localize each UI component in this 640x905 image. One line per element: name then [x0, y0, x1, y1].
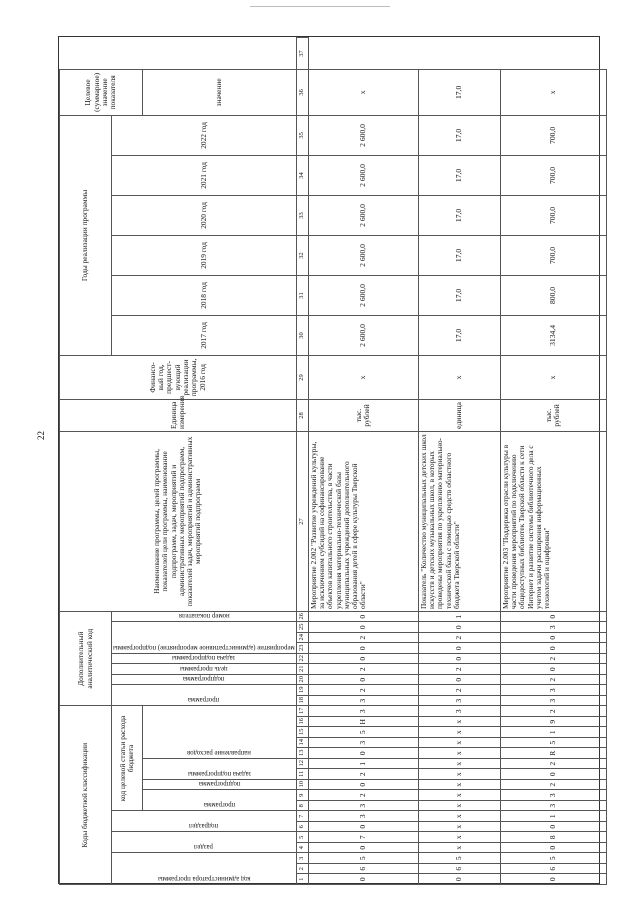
code-digit: 5 [500, 738, 606, 749]
code-digit: 2 [500, 759, 606, 770]
column-number-row [296, 38, 308, 885]
code-digit: х [418, 843, 500, 854]
column-number: 25 [296, 622, 308, 633]
code-digit: Н [308, 717, 418, 728]
code-digit: 0 [418, 874, 500, 885]
budget-codes-header: Коды бюджетной классификации [60, 706, 112, 885]
a-zadacha-header [112, 654, 297, 665]
row-unit: тыс. рублей [308, 399, 418, 431]
column-number: 30 [296, 315, 308, 355]
column-number: 2 [296, 864, 308, 875]
code-digit: 2 [500, 675, 606, 686]
code-digit: 0 [308, 643, 418, 654]
code-digit: 2 [500, 780, 606, 791]
column-number: 8 [296, 801, 308, 812]
row-year-2021: 700,0 [500, 155, 606, 195]
row-year-2020: 2 600,0 [308, 195, 418, 235]
year-header-2020: 2020 год [112, 195, 297, 235]
column-number: 3 [296, 853, 308, 864]
code-digit: 3 [308, 811, 418, 822]
code-digit: 0 [308, 654, 418, 665]
row-unit: тыс. рублей [500, 399, 606, 431]
code-digit: 0 [500, 822, 606, 833]
column-number: 16 [296, 717, 308, 728]
row-year-2018: 17,0 [418, 275, 500, 315]
column-number: 33 [296, 195, 308, 235]
column-number: 15 [296, 727, 308, 738]
rotated-table-container [59, 37, 601, 885]
budget-table-frame [58, 36, 600, 884]
a-zadacha-label: задача подпрограммы [172, 654, 236, 662]
code-digit: 0 [308, 748, 418, 759]
fin-year-header: Финансо-вый год, предшест-вующий реализации программы, 2016 год [60, 355, 297, 399]
table-row [418, 38, 500, 885]
column-number: 7 [296, 811, 308, 822]
code-digit: 0 [500, 843, 606, 854]
code-digit: 3 [500, 696, 606, 707]
csr-napravlenie-label: направление расходов [187, 749, 252, 756]
year-header-2022: 2022 год [112, 115, 297, 155]
column-number: 35 [296, 115, 308, 155]
code-digit: 0 [500, 633, 606, 644]
code-digit: 0 [308, 822, 418, 833]
code-digit: х [418, 738, 500, 749]
row-name: Мероприятие 2.002 "Развитие учреждений культуры, за исключением субсидий на софинансирование объектов капитального строительства, в части укрепления материально-технической базы муниципальных учреждений дополнительного образования детей в сфере культуры Тверской области" [308, 431, 418, 611]
code-digit: х [418, 822, 500, 833]
row-year-2022: 2 600,0 [308, 115, 418, 155]
code-digit: 2 [500, 654, 606, 665]
code-digit: 2 [418, 664, 500, 675]
csr-zadacha-label: задача подпрограммы [187, 770, 251, 777]
code-digit: 6 [308, 864, 418, 875]
row-target: 17,0 [418, 69, 500, 115]
row-year-2020: 17,0 [418, 195, 500, 235]
a-cel-label: цель программы [180, 665, 228, 672]
code-digit: 3 [500, 790, 606, 801]
code-digit: 1 [418, 611, 500, 622]
code-digit: 3 [308, 801, 418, 812]
a-podprogramma-label: подпрограмма [183, 675, 225, 683]
row-year-2019: 700,0 [500, 235, 606, 275]
code-digit: х [418, 832, 500, 843]
code-digit: 2 [308, 769, 418, 780]
code-digit: 5 [500, 853, 606, 864]
table-row [308, 38, 418, 885]
column-number: 26 [296, 611, 308, 622]
csr-programma-label: программа [203, 801, 235, 809]
a-programma-header [112, 685, 297, 706]
code-digit: 0 [500, 874, 606, 885]
code-digit: 0 [308, 622, 418, 633]
row-year-2021: 2 600,0 [308, 155, 418, 195]
target-header: Целевое (суммарное) значение показателя [60, 69, 143, 115]
year-header-2019: 2019 год [112, 235, 297, 275]
scan-edge-line [250, 6, 390, 7]
code-digit: 3 [500, 685, 606, 696]
years-group-header: Годы реализации программы [60, 115, 112, 355]
column-number: 27 [296, 431, 308, 611]
column-number: 13 [296, 748, 308, 759]
name-header: Наименование программы, целей программы, показателей цели программы, наименование подпрограмм, задач, мероприятий и административных мероприятий подпрограмм, показателей задач, мероприятий и административных мероприятий подпрограмм [60, 431, 297, 611]
code-digit: 0 [500, 664, 606, 675]
column-number: 37 [296, 38, 308, 70]
code-digit: х [418, 780, 500, 791]
column-number: 4 [296, 843, 308, 854]
code-digit: 1 [500, 811, 606, 822]
column-number: 32 [296, 235, 308, 275]
row-year-2019: 17,0 [418, 235, 500, 275]
code-digit: 7 [308, 832, 418, 843]
row-fin-year: х [308, 355, 418, 399]
code-digit: х [418, 811, 500, 822]
row-name: Показатель "Количество муниципальных детских школ искусств и детских музыкальных школ, в которых проведены мероприятия по укреплению материально-технической базы с помощью средств областного бюджета Тверской области" [418, 431, 500, 611]
column-number: 17 [296, 706, 308, 717]
column-number: 23 [296, 643, 308, 654]
budget-program-table [59, 37, 607, 885]
row-target: х [308, 69, 418, 115]
code-digit: 3 [308, 706, 418, 717]
page-number: 22 [36, 431, 46, 440]
code-digit: х [418, 727, 500, 738]
code-digit: 0 [418, 643, 500, 654]
code-digit: 0 [418, 654, 500, 665]
code-digit: 2 [308, 633, 418, 644]
code-digit: х [418, 801, 500, 812]
razdel-header [112, 832, 297, 853]
row-year-2018: 2 600,0 [308, 275, 418, 315]
csr-podprogramma-header [142, 780, 296, 791]
podrazdel-header [112, 811, 297, 832]
code-digit: 0 [500, 611, 606, 622]
row-year-2017: 2 600,0 [308, 315, 418, 355]
column-number: 18 [296, 696, 308, 707]
column-number: 20 [296, 675, 308, 686]
code-digit: 2 [500, 706, 606, 717]
column-number: 12 [296, 759, 308, 770]
code-digit: 2 [418, 685, 500, 696]
row-year-2017: 3134,4 [500, 315, 606, 355]
a-meropriyatie-label: мероприятие (административное мероприятие) подпрограммы [113, 644, 295, 651]
code-digit: 1 [500, 727, 606, 738]
csr-programma-header [142, 790, 296, 811]
code-digit: 3 [500, 801, 606, 812]
extra-code-header: Дополнительный аналитический код [60, 611, 112, 706]
code-digit: 5 [308, 727, 418, 738]
column-number: 9 [296, 790, 308, 801]
year-header-2017: 2017 год [112, 315, 297, 355]
code-digit: 5 [308, 853, 418, 864]
code-digit: 0 [308, 675, 418, 686]
row-name: Мероприятие 2.003 "Поддержка отрасли культуры в части проведения мероприятий по подключению общедоступных библиотек Тверской области к сети Интернет и развитие системы библиотечного дела с учетом задачи расширения информационных технологий и оцифровки" [500, 431, 606, 611]
code-digit: 2 [418, 633, 500, 644]
code-digit: 9 [500, 717, 606, 728]
code-digit: 6 [500, 864, 606, 875]
razdel-label: раздел [194, 843, 214, 851]
a-cel-header [112, 664, 297, 675]
row-year-2020: 700,0 [500, 195, 606, 235]
code-digit: 3 [500, 622, 606, 633]
code-digit: х [418, 748, 500, 759]
column-number: 10 [296, 780, 308, 791]
row-fin-year: х [418, 355, 500, 399]
code-digit: 0 [308, 843, 418, 854]
csr-podprogramma-label: подпрограмма [198, 780, 241, 788]
csr-header: код целевой статьи расхода бюджета [112, 706, 143, 811]
row-year-2022: 17,0 [418, 115, 500, 155]
row-year-2018: 800,0 [500, 275, 606, 315]
a-nomer-label: номер показателя [178, 612, 230, 620]
a-podprogramma-header [112, 675, 297, 686]
column-number: 11 [296, 769, 308, 780]
column-number: 31 [296, 275, 308, 315]
code-digit: 0 [308, 874, 418, 885]
code-digit: 0 [500, 643, 606, 654]
target-value-header: значение [142, 69, 296, 115]
column-number: 34 [296, 155, 308, 195]
a-nomer-header [112, 611, 297, 622]
column-number: 1 [296, 874, 308, 885]
year-header-2018: 2018 год [112, 275, 297, 315]
podrazdel-label: подраздел [189, 822, 219, 830]
a-meropriyatie-header [112, 622, 297, 654]
column-number: 28 [296, 399, 308, 431]
code-digit: х [418, 759, 500, 770]
row-year-2019: 2 600,0 [308, 235, 418, 275]
code-digit: 1 [308, 759, 418, 770]
code-digit: 0 [308, 611, 418, 622]
column-number: 14 [296, 738, 308, 749]
column-number: 24 [296, 633, 308, 644]
row-unit: единица [418, 399, 500, 431]
code-digit: 0 [418, 675, 500, 686]
code-digit: 2 [308, 664, 418, 675]
row-fin-year: х [500, 355, 606, 399]
row-year-2022: 700,0 [500, 115, 606, 155]
csr-zadacha-header [142, 759, 296, 780]
row-year-2021: 17,0 [418, 155, 500, 195]
code-digit: 2 [308, 790, 418, 801]
column-number: 29 [296, 355, 308, 399]
code-digit: 3 [418, 706, 500, 717]
code-digit: х [418, 790, 500, 801]
code-digit: 6 [418, 864, 500, 875]
code-digit: х [418, 717, 500, 728]
a-programma-label: программа [188, 696, 220, 704]
column-number: 19 [296, 685, 308, 696]
column-number: 6 [296, 822, 308, 833]
admin-code-label: код администратора программы [157, 875, 251, 882]
code-digit: 0 [308, 780, 418, 791]
csr-napravlenie-header [142, 706, 296, 759]
code-digit: 3 [308, 738, 418, 749]
code-digit: 3 [418, 696, 500, 707]
code-digit: 8 [500, 832, 606, 843]
unit-header: Единица измерения [60, 399, 297, 431]
code-digit: х [418, 769, 500, 780]
admin-code-header [112, 853, 297, 885]
row-target: х [500, 69, 606, 115]
row-year-2017: 17,0 [418, 315, 500, 355]
column-number: 22 [296, 654, 308, 665]
column-number: 36 [296, 69, 308, 115]
year-header-2021: 2021 год [112, 155, 297, 195]
code-digit: R [500, 748, 606, 759]
code-digit: 0 [418, 622, 500, 633]
column-number: 21 [296, 664, 308, 675]
column-number: 5 [296, 832, 308, 843]
code-digit: 0 [500, 769, 606, 780]
table-row [500, 38, 606, 885]
code-digit: 3 [308, 696, 418, 707]
code-digit: 2 [308, 685, 418, 696]
code-digit: 5 [418, 853, 500, 864]
